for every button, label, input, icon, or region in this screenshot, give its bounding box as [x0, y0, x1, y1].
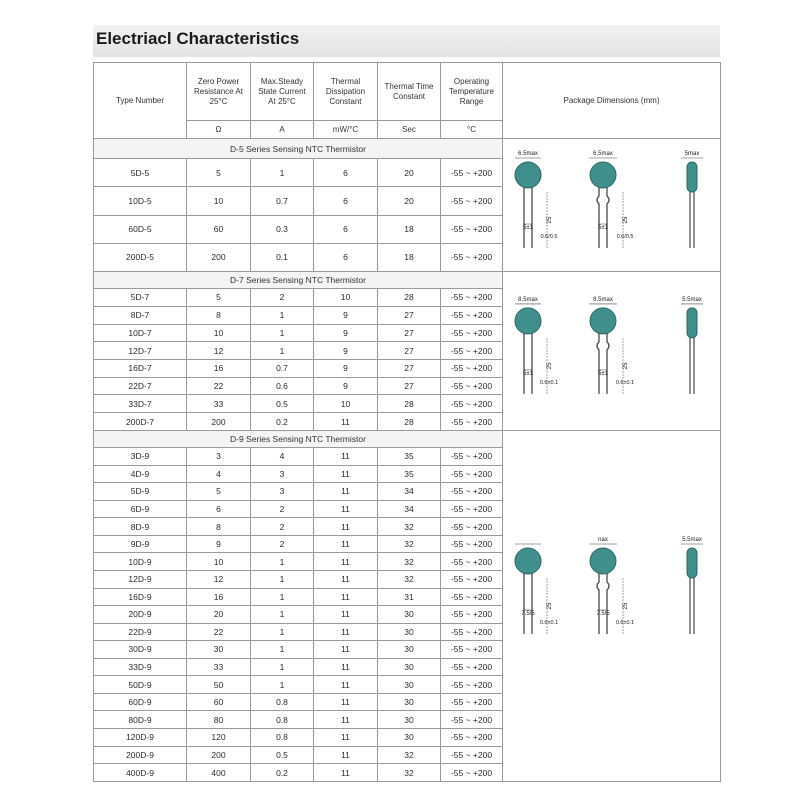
cell-resistance: 5: [187, 483, 251, 501]
cell-temp: -55 ~ +200: [441, 729, 503, 747]
cell-current: 0.2: [251, 764, 314, 782]
cell-type: 33D-7: [94, 395, 187, 413]
cell-resistance: 200: [187, 243, 251, 271]
cell-type: 200D-9: [94, 746, 187, 764]
cell-current: 1: [251, 623, 314, 641]
cell-current: 0.8: [251, 693, 314, 711]
cell-dissipation: 11: [314, 518, 378, 536]
cell-resistance: 60: [187, 215, 251, 243]
cell-time: 35: [378, 465, 441, 483]
cell-time: 30: [378, 658, 441, 676]
cell-type: 80D-9: [94, 711, 187, 729]
cell-type: 200D-5: [94, 243, 187, 271]
cell-time: 30: [378, 641, 441, 659]
cell-current: 0.3: [251, 215, 314, 243]
dimension-label: 25: [623, 362, 629, 370]
cell-time: 30: [378, 693, 441, 711]
cell-dissipation: 11: [314, 711, 378, 729]
cell-time: 27: [378, 324, 441, 342]
package-drawing-cell: [503, 272, 721, 431]
cell-resistance: 33: [187, 658, 251, 676]
cell-type: 200D-7: [94, 413, 187, 431]
cell-current: 0.5: [251, 746, 314, 764]
header-temp: Operating Temperature Range: [441, 63, 503, 121]
cell-resistance: 16: [187, 360, 251, 378]
cell-temp: -55 ~ +200: [441, 658, 503, 676]
cell-type: 5D-7: [94, 289, 187, 307]
cell-resistance: 8: [187, 306, 251, 324]
cell-dissipation: 11: [314, 535, 378, 553]
thermistor-side-body: [687, 162, 697, 192]
cell-type: 9D-9: [94, 535, 187, 553]
dimension-label: 5±1: [598, 370, 608, 377]
cell-dissipation: 11: [314, 483, 378, 501]
cell-resistance: 10: [187, 187, 251, 215]
cell-current: 1: [251, 342, 314, 360]
cell-resistance: 400: [187, 764, 251, 782]
cell-temp: -55 ~ +200: [441, 159, 503, 187]
cell-current: 3: [251, 483, 314, 501]
cell-dissipation: 9: [314, 306, 378, 324]
cell-current: 0.8: [251, 711, 314, 729]
cell-dissipation: 10: [314, 395, 378, 413]
dimension-label: 5±1: [523, 225, 533, 231]
cell-resistance: 12: [187, 570, 251, 588]
cell-type: 10D-7: [94, 324, 187, 342]
dimension-label: 8.5max: [593, 296, 613, 303]
kinked-lead-wire: [607, 333, 609, 394]
kinked-lead-wire: [597, 573, 599, 634]
cell-dissipation: 11: [314, 746, 378, 764]
cell-temp: -55 ~ +200: [441, 448, 503, 466]
dimension-label: 6.5max: [593, 151, 613, 157]
cell-dissipation: 11: [314, 570, 378, 588]
cell-type: 60D-5: [94, 215, 187, 243]
cell-current: 1: [251, 570, 314, 588]
header-package-dimensions: Package Dimensions (mm): [503, 63, 721, 139]
cell-temp: -55 ~ +200: [441, 693, 503, 711]
thermistor-side-body: [687, 308, 697, 338]
cell-current: 1: [251, 553, 314, 571]
thermistor-disc: [515, 162, 541, 188]
dimension-label: 5±1: [598, 225, 608, 231]
cell-type: 10D-5: [94, 187, 187, 215]
cell-dissipation: 11: [314, 606, 378, 624]
cell-time: 30: [378, 606, 441, 624]
cell-type: 400D-9: [94, 764, 187, 782]
cell-type: 8D-9: [94, 518, 187, 536]
cell-time: 20: [378, 159, 441, 187]
cell-temp: -55 ~ +200: [441, 215, 503, 243]
cell-type: 60D-9: [94, 693, 187, 711]
cell-time: 32: [378, 518, 441, 536]
cell-time: 27: [378, 360, 441, 378]
cell-current: 0.8: [251, 729, 314, 747]
dimension-label: 5±1: [523, 370, 533, 377]
cell-dissipation: 9: [314, 360, 378, 378]
dimension-label: 0.6±0.1: [539, 620, 559, 626]
dimension-label: 5max: [684, 151, 700, 157]
cell-temp: -55 ~ +200: [441, 342, 503, 360]
cell-resistance: 4: [187, 465, 251, 483]
cell-dissipation: 9: [314, 342, 378, 360]
cell-type: 12D-9: [94, 570, 187, 588]
cell-resistance: 200: [187, 413, 251, 431]
cell-dissipation: 9: [314, 377, 378, 395]
cell-dissipation: 6: [314, 159, 378, 187]
cell-dissipation: 11: [314, 413, 378, 431]
dimension-label: 0.6/0.5: [540, 234, 558, 240]
cell-current: 1: [251, 676, 314, 694]
thermistor-disc: [590, 548, 616, 574]
kinked-lead-wire: [597, 333, 599, 394]
characteristics-table: [93, 62, 721, 782]
cell-resistance: 80: [187, 711, 251, 729]
cell-time: 32: [378, 553, 441, 571]
cell-time: 34: [378, 483, 441, 501]
cell-dissipation: 11: [314, 676, 378, 694]
cell-current: 1: [251, 306, 314, 324]
cell-type: 20D-9: [94, 606, 187, 624]
cell-dissipation: 10: [314, 289, 378, 307]
cell-temp: -55 ~ +200: [441, 588, 503, 606]
cell-current: 2: [251, 518, 314, 536]
header-resistance: Zero Power Resistance At 25°C: [187, 63, 251, 121]
cell-current: 2: [251, 535, 314, 553]
cell-temp: -55 ~ +200: [441, 570, 503, 588]
cell-dissipation: 11: [314, 658, 378, 676]
dimension-label: nax: [598, 537, 608, 543]
dimension-label: 6.5max: [518, 151, 538, 157]
cell-type: 10D-9: [94, 553, 187, 571]
cell-current: 0.6: [251, 377, 314, 395]
cell-resistance: 30: [187, 641, 251, 659]
cell-resistance: 12: [187, 342, 251, 360]
cell-time: 32: [378, 746, 441, 764]
cell-time: 28: [378, 413, 441, 431]
cell-dissipation: 11: [314, 500, 378, 518]
cell-type: 33D-9: [94, 658, 187, 676]
cell-type: 30D-9: [94, 641, 187, 659]
cell-current: 1: [251, 159, 314, 187]
cell-temp: -55 ~ +200: [441, 289, 503, 307]
cell-resistance: 22: [187, 377, 251, 395]
cell-time: 18: [378, 243, 441, 271]
dimension-label: 5.5max: [682, 537, 702, 543]
dimension-label: 7.5/5: [521, 611, 535, 617]
cell-temp: -55 ~ +200: [441, 306, 503, 324]
cell-type: 16D-7: [94, 360, 187, 378]
unit-current: A: [251, 121, 314, 139]
cell-dissipation: 9: [314, 324, 378, 342]
thermistor-disc: [590, 308, 616, 334]
cell-resistance: 33: [187, 395, 251, 413]
dimension-label: 25: [623, 602, 629, 610]
dimension-label: 25: [547, 602, 553, 610]
cell-current: 2: [251, 289, 314, 307]
package-drawing: [503, 139, 720, 271]
thermistor-disc: [590, 162, 616, 188]
cell-dissipation: 11: [314, 693, 378, 711]
section-row: [94, 431, 721, 448]
unit-temp: °C: [441, 121, 503, 139]
package-drawing: [503, 272, 720, 430]
section-title: D-5 Series Sensing NTC Thermistor: [94, 139, 503, 159]
cell-dissipation: 11: [314, 465, 378, 483]
kinked-lead-wire: [607, 187, 609, 248]
cell-type: 50D-9: [94, 676, 187, 694]
cell-current: 3: [251, 465, 314, 483]
cell-resistance: 120: [187, 729, 251, 747]
cell-resistance: 16: [187, 588, 251, 606]
cell-temp: -55 ~ +200: [441, 465, 503, 483]
dimension-label: 0.6±0.1: [615, 379, 635, 386]
cell-dissipation: 11: [314, 553, 378, 571]
cell-type: 5D-9: [94, 483, 187, 501]
cell-current: 2: [251, 500, 314, 518]
cell-time: 30: [378, 729, 441, 747]
cell-dissipation: 11: [314, 641, 378, 659]
cell-temp: -55 ~ +200: [441, 764, 503, 782]
cell-time: 30: [378, 623, 441, 641]
dimension-label: 0.6±0.1: [615, 620, 635, 626]
unit-resistance: Ω: [187, 121, 251, 139]
cell-dissipation: 6: [314, 215, 378, 243]
thermistor-side-body: [687, 548, 697, 578]
cell-type: 4D-9: [94, 465, 187, 483]
cell-temp: -55 ~ +200: [441, 187, 503, 215]
dimension-label: 0.6/0.5: [616, 234, 634, 240]
cell-current: 1: [251, 658, 314, 676]
thermistor-disc: [515, 548, 541, 574]
cell-temp: -55 ~ +200: [441, 483, 503, 501]
cell-time: 32: [378, 764, 441, 782]
cell-dissipation: 11: [314, 729, 378, 747]
cell-time: 30: [378, 676, 441, 694]
cell-resistance: 10: [187, 553, 251, 571]
cell-current: 0.2: [251, 413, 314, 431]
cell-temp: -55 ~ +200: [441, 623, 503, 641]
cell-temp: -55 ~ +200: [441, 324, 503, 342]
cell-time: 34: [378, 500, 441, 518]
package-drawing-cell: [503, 139, 721, 272]
cell-current: 0.1: [251, 243, 314, 271]
dimension-label: 25: [547, 216, 553, 224]
cell-dissipation: 11: [314, 764, 378, 782]
cell-temp: -55 ~ +200: [441, 518, 503, 536]
cell-temp: -55 ~ +200: [441, 711, 503, 729]
cell-current: 1: [251, 641, 314, 659]
cell-temp: -55 ~ +200: [441, 535, 503, 553]
cell-type: 5D-5: [94, 159, 187, 187]
cell-type: 22D-7: [94, 377, 187, 395]
dimension-label: 25: [547, 362, 553, 370]
cell-time: 31: [378, 588, 441, 606]
cell-time: 28: [378, 395, 441, 413]
cell-temp: -55 ~ +200: [441, 641, 503, 659]
section-row: [94, 139, 721, 159]
cell-temp: -55 ~ +200: [441, 413, 503, 431]
header-dissipation: Thermal Dissipation Constant: [314, 63, 378, 121]
cell-current: 0.7: [251, 187, 314, 215]
cell-dissipation: 11: [314, 448, 378, 466]
cell-time: 32: [378, 570, 441, 588]
header-row: [94, 63, 721, 121]
cell-time: 35: [378, 448, 441, 466]
cell-time: 20: [378, 187, 441, 215]
cell-type: 22D-9: [94, 623, 187, 641]
cell-resistance: 10: [187, 324, 251, 342]
dimension-label: 0.6±0.1: [539, 379, 559, 386]
section-title: D-9 Series Sensing NTC Thermistor: [94, 431, 503, 448]
cell-temp: -55 ~ +200: [441, 606, 503, 624]
cell-temp: -55 ~ +200: [441, 377, 503, 395]
cell-type: 6D-9: [94, 500, 187, 518]
unit-time: Sec: [378, 121, 441, 139]
dimension-label: 5.5max: [682, 296, 702, 303]
cell-resistance: 50: [187, 676, 251, 694]
cell-resistance: 6: [187, 500, 251, 518]
cell-resistance: 8: [187, 518, 251, 536]
cell-dissipation: 6: [314, 187, 378, 215]
cell-type: 3D-9: [94, 448, 187, 466]
cell-type: 16D-9: [94, 588, 187, 606]
dimension-label: 8.5max: [518, 296, 538, 303]
cell-current: 1: [251, 324, 314, 342]
cell-resistance: 5: [187, 289, 251, 307]
header-current: Max.Steady State Current At 25°C: [251, 63, 314, 121]
cell-resistance: 5: [187, 159, 251, 187]
cell-current: 1: [251, 606, 314, 624]
cell-resistance: 20: [187, 606, 251, 624]
dimension-label: 7.5/5: [596, 611, 610, 617]
unit-dissipation: mW/°C: [314, 121, 378, 139]
cell-current: 1: [251, 588, 314, 606]
cell-dissipation: 11: [314, 623, 378, 641]
cell-time: 28: [378, 289, 441, 307]
cell-temp: -55 ~ +200: [441, 395, 503, 413]
cell-resistance: 3: [187, 448, 251, 466]
cell-time: 18: [378, 215, 441, 243]
cell-time: 27: [378, 377, 441, 395]
section-row: [94, 272, 721, 289]
cell-type: 120D-9: [94, 729, 187, 747]
package-drawing-cell: [503, 431, 721, 782]
cell-temp: -55 ~ +200: [441, 553, 503, 571]
cell-time: 27: [378, 342, 441, 360]
cell-temp: -55 ~ +200: [441, 500, 503, 518]
cell-dissipation: 6: [314, 243, 378, 271]
cell-resistance: 22: [187, 623, 251, 641]
cell-current: 0.5: [251, 395, 314, 413]
kinked-lead-wire: [597, 187, 599, 248]
cell-temp: -55 ~ +200: [441, 676, 503, 694]
cell-type: 8D-7: [94, 306, 187, 324]
thermistor-disc: [515, 308, 541, 334]
cell-temp: -55 ~ +200: [441, 360, 503, 378]
cell-current: 4: [251, 448, 314, 466]
page-title: Electriacl Characteristics: [96, 29, 300, 48]
dimension-label: 25: [623, 216, 629, 224]
cell-dissipation: 11: [314, 588, 378, 606]
cell-time: 32: [378, 535, 441, 553]
package-drawing: [503, 431, 720, 781]
kinked-lead-wire: [607, 573, 609, 634]
cell-time: 30: [378, 711, 441, 729]
section-title: D-7 Series Sensing NTC Thermistor: [94, 272, 503, 289]
cell-resistance: 200: [187, 746, 251, 764]
cell-temp: -55 ~ +200: [441, 243, 503, 271]
cell-current: 0.7: [251, 360, 314, 378]
header-time: Thermal Time Constant: [378, 63, 441, 121]
header-type: Type Number: [94, 63, 187, 139]
cell-type: 12D-7: [94, 342, 187, 360]
cell-time: 27: [378, 306, 441, 324]
cell-resistance: 9: [187, 535, 251, 553]
cell-resistance: 60: [187, 693, 251, 711]
cell-temp: -55 ~ +200: [441, 746, 503, 764]
